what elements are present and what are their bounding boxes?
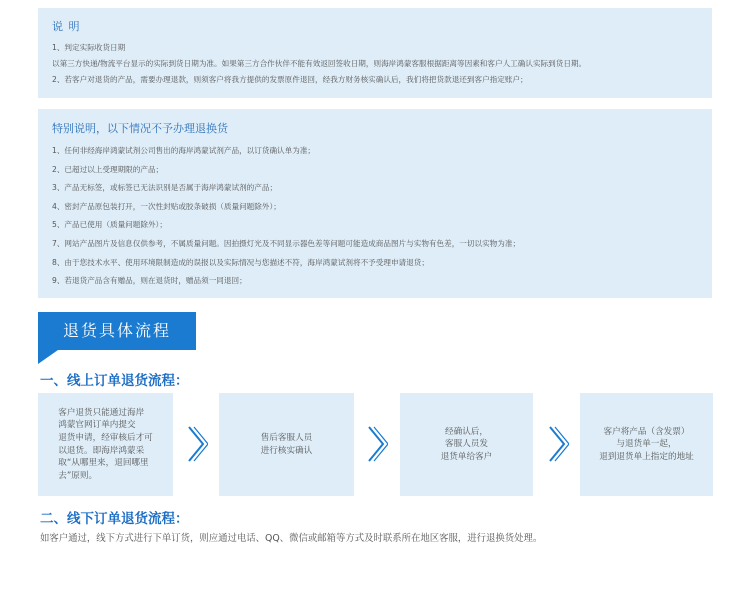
- notes-title: 说 明: [52, 20, 81, 33]
- return-flow-tab: 退货具体流程: [38, 312, 196, 350]
- step-1-line: 取“从哪里来，退回哪里: [58, 458, 149, 469]
- flow-step-1: [38, 393, 173, 496]
- notes-panel: [38, 8, 712, 98]
- step-3-line: 客服人员发: [445, 439, 488, 450]
- chevron-right-icon: [186, 424, 208, 464]
- step-1-line: 鸿蒙官网订单内提交: [58, 420, 136, 431]
- step-1-line: 以退货。即海岸鸿蒙采: [58, 445, 145, 456]
- notes-line-1: 1、判定实际收货日期: [52, 43, 126, 52]
- step-4-line: 退到退货单上指定的地址: [599, 451, 694, 462]
- step-1-line: 客户退货只能通过海岸: [58, 407, 145, 418]
- step-1-line: 去”原则。: [58, 470, 98, 481]
- online-return-title: 一、线上订单退货流程：: [40, 373, 189, 389]
- notes-line-2: 以第三方快递/物流平台显示的实际到货日期为准。如果第三方合作伙伴不能有效返回签收日期，则海岸鸿蒙客服根据距离等因素和客户人工确认实际到货日期。: [52, 59, 587, 68]
- step-4-line: 客户将产品（含发票）: [603, 426, 690, 437]
- special-line-7: 7、网站产品图片及信息仅供参考，不属质量问题。因拍摄灯光及不同显示器色差等问题可能造成商品图片与实物有色差，一切以实物为准；: [52, 238, 521, 248]
- offline-return-title: 二、线下订单退货流程：: [40, 511, 189, 527]
- flow-step-3: [400, 393, 533, 496]
- notes-line-3: 2、若客户对退货的产品，需要办理退款，则须客户将我方提供的发票原件退回，经我方财务核实确认后，我们将把货款退还到客户指定账户；: [52, 75, 528, 84]
- step-2-line: 售后客服人员: [260, 432, 313, 443]
- offline-return-text: 如客户通过，线下方式进行下单订货，则应通过电话、QQ、微信或邮箱等方式及时联系所在地区客服，进行退换货处理。: [40, 533, 543, 544]
- chevron-right-icon: [547, 424, 569, 464]
- special-line-8: 8、由于您技术水平、使用环境限制造成的误报以及实际情况与您描述不符，海岸鸿蒙试剂将不予受理申请退货；: [52, 257, 429, 267]
- chevron-right-icon: [366, 424, 388, 464]
- special-conditions-panel: [38, 109, 712, 298]
- special-line-3: 3、产品无标签，或标签已无法识别是否属于海岸鸿蒙试剂的产品；: [52, 183, 278, 193]
- tab-corner-decoration: [38, 350, 58, 364]
- step-3-line: 退货单给客户: [440, 451, 493, 462]
- special-line-1: 1、任何非经海岸鸿蒙试剂公司售出的海岸鸿蒙试剂产品，以订货确认单为准；: [52, 146, 316, 155]
- step-4-line: 与退货单一起，: [616, 439, 677, 450]
- special-line-2: 2、已超过以上受理期限的产品；: [52, 164, 164, 174]
- special-line-9: 9、若退货产品含有赠品，则在退货时，赠品须一同退回；: [52, 276, 247, 286]
- step-3-line: 经确认后，: [445, 426, 488, 437]
- flow-step-4: [580, 393, 713, 496]
- step-2-line: 进行核实确认: [260, 445, 313, 456]
- special-title: 特别说明，以下情况不予办理退换货: [52, 122, 228, 135]
- special-line-5: 5、产品已使用（质量问题除外）；: [52, 220, 167, 230]
- flow-step-2: [219, 393, 354, 496]
- special-line-4: 4、密封产品原包装打开，一次性封贴或胶条破损（质量问题除外）；: [52, 201, 281, 211]
- step-1-line: 退货申请，经审核后才可: [58, 432, 153, 443]
